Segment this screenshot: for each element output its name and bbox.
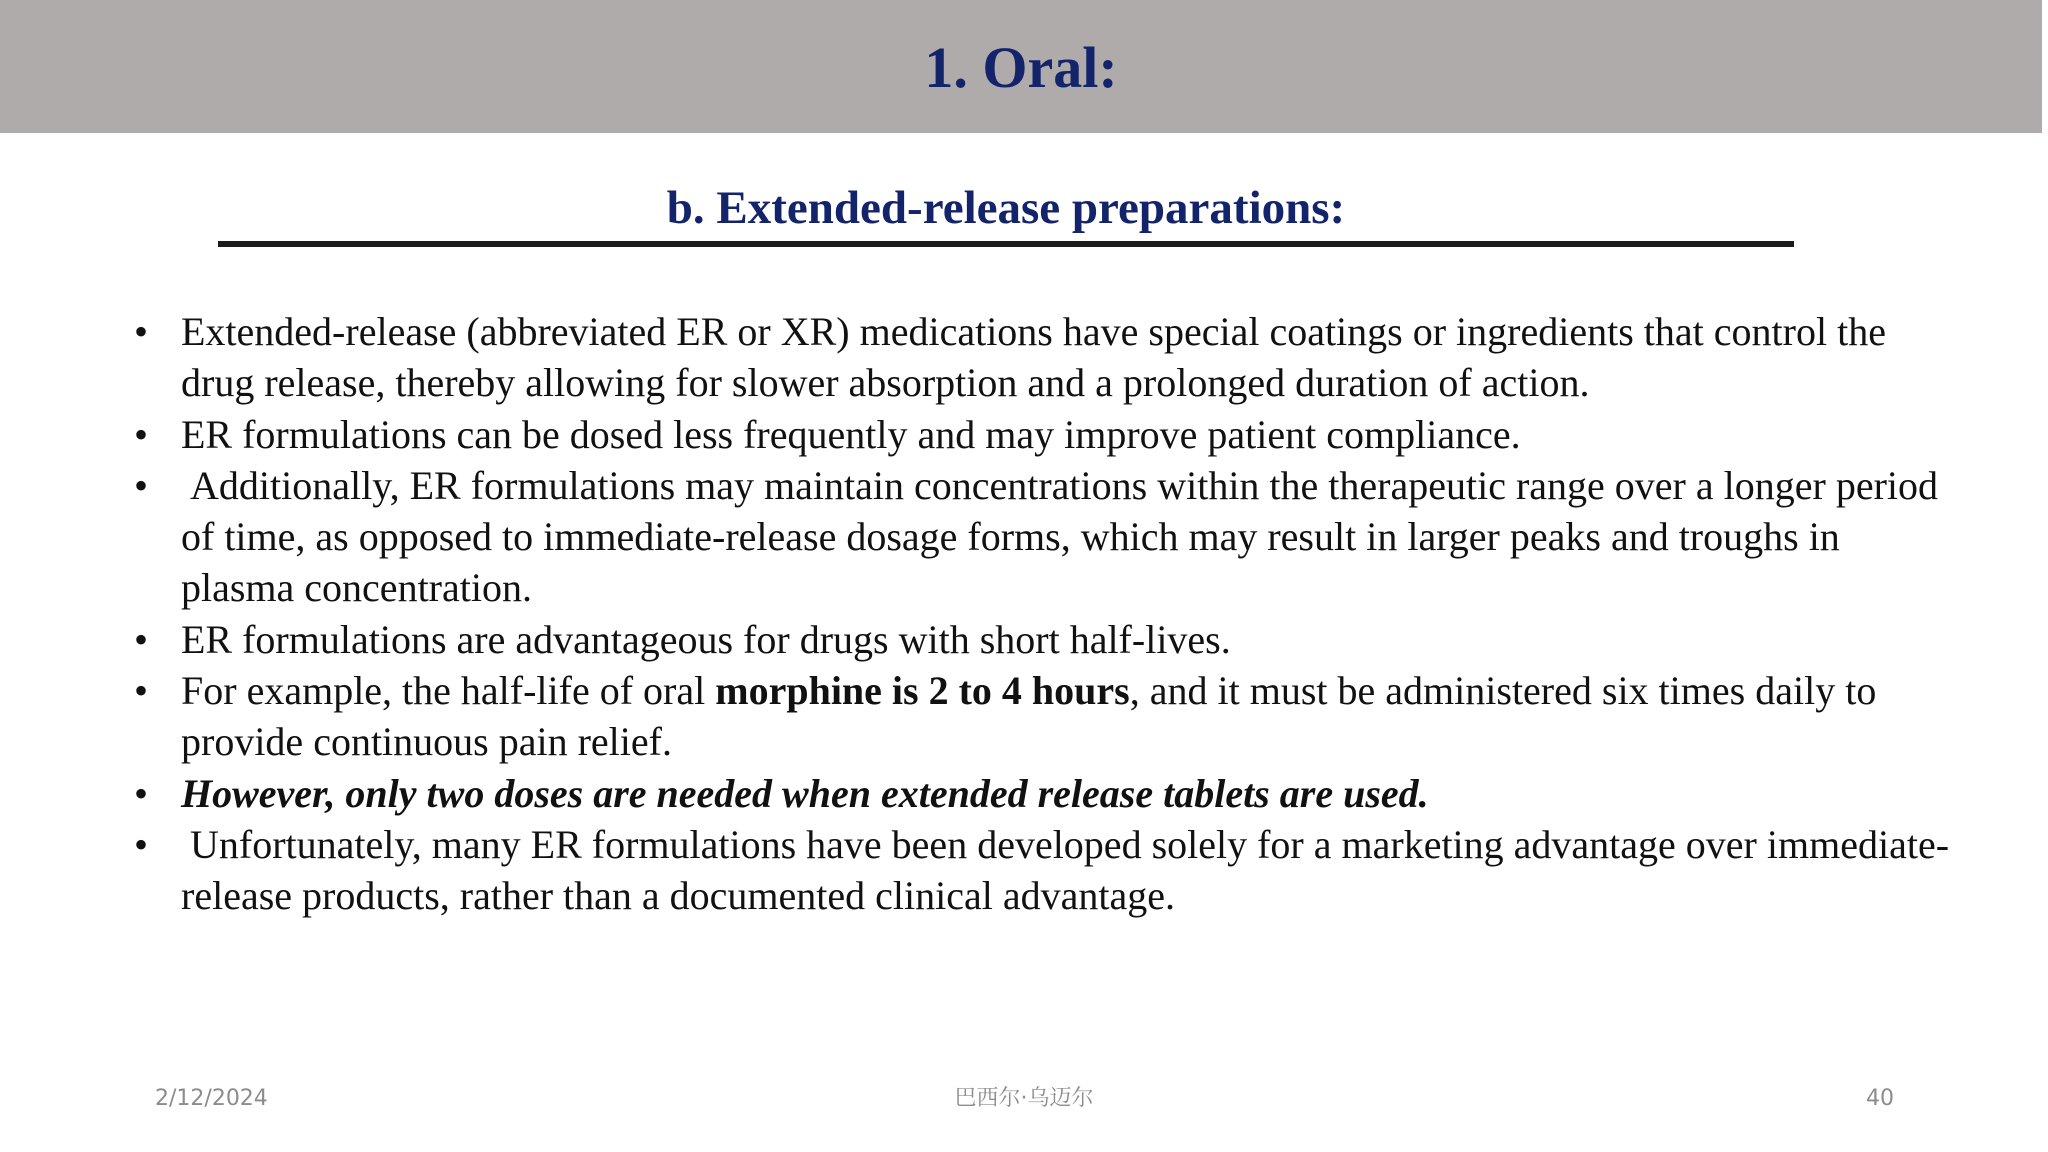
section-subtitle: b. Extended-release preparations: (666, 182, 1346, 234)
footer-author: 巴西尔·乌迈尔 (954, 1086, 1094, 1111)
bullet-text: Unfortunately, many ER formulations have been developed solely for a marketing advantage over immediate-release products, rather than a documented clinical advantage. (181, 821, 1950, 919)
bullet-item (130, 768, 1950, 819)
bullet-item (130, 409, 1950, 460)
slide-title: 1. Oral: (924, 35, 1118, 100)
bullet-text: Extended-release (abbreviated ER or XR) medications have special coatings or ingredients that control the drug release, thereby allowing for slower absorption and a prolonged duration of action. (181, 309, 1886, 406)
bullet-item (130, 306, 1950, 409)
bullet-item (130, 819, 1950, 922)
bullet-dot: • (133, 770, 148, 816)
footer-date: 2/12/2024 (155, 1086, 268, 1111)
bullet-item (130, 665, 1950, 768)
bullet-dot: • (133, 616, 148, 662)
bullet-text: ER formulations can be dosed less frequently and may improve patient compliance. (181, 411, 1521, 457)
bullet-text-emphasis: However, only two doses are needed when extended release tablets are used. (181, 770, 1429, 816)
bullet-dot: • (133, 309, 148, 354)
bullet-text-before: For example, the half-life of oral (181, 668, 716, 714)
bullet-dot: • (133, 668, 148, 714)
bullet-text-emphasis: morphine is 2 to 4 hours (715, 668, 1130, 714)
bullet-dot: • (133, 462, 148, 508)
subtitle-underline (218, 241, 1794, 247)
bullet-text: Additionally, ER formulations may maintain concentrations within the therapeutic range over a longer period of time, as opposed to immediate-release dosage forms, which may result in larger peaks and troughs in plasma concentration. (181, 462, 1939, 611)
bullet-item (130, 460, 1950, 614)
bullet-text-after: , and it must be administered six times daily to provide continuous pain relief. (181, 668, 1877, 765)
bullet-dot: • (133, 411, 148, 457)
bullet-text: ER formulations are advantageous for drugs with short half-lives. (181, 616, 1231, 662)
footer-page-number: 40 (1866, 1086, 1894, 1111)
bullet-dot: • (133, 821, 148, 867)
bullet-item (130, 614, 1950, 665)
bullet-list (130, 306, 1950, 922)
